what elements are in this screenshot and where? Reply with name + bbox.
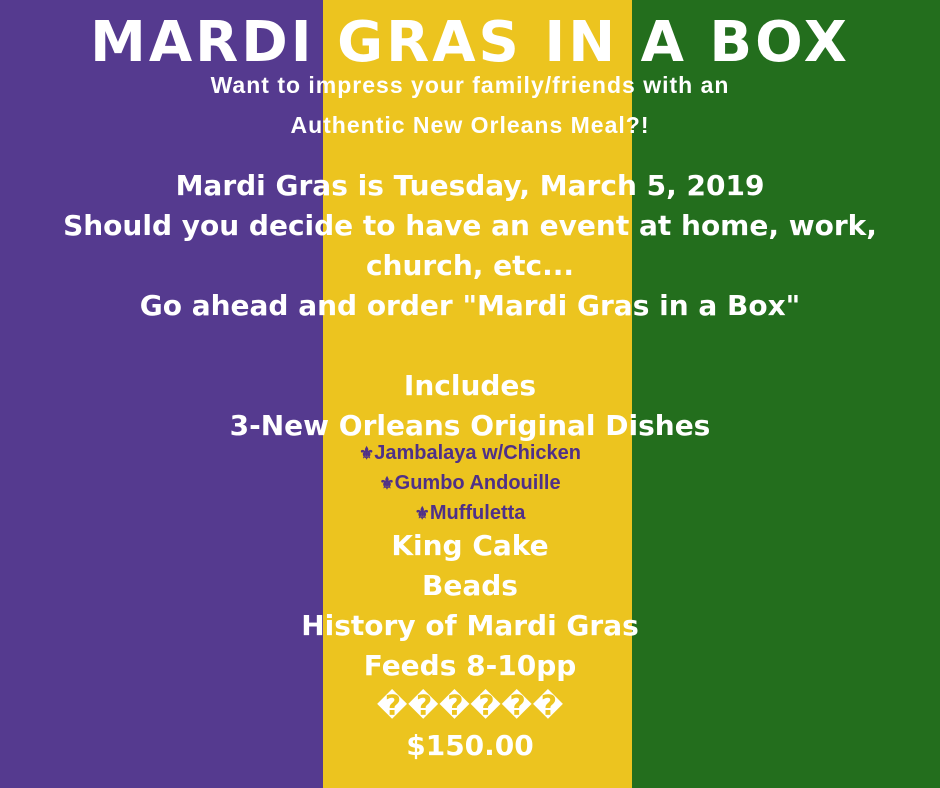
fleur-de-lis-icon: ⚜ [414, 504, 430, 523]
subtitle-line-1: Want to impress your family/friends with an [210, 72, 730, 98]
garbled-emoji-line: ������ [376, 689, 564, 722]
extra-king-cake: King Cake [391, 529, 549, 562]
fleur-de-lis-icon: ⚜ [379, 474, 395, 493]
dish-label: Muffuletta [429, 502, 526, 524]
price: $150.00 [406, 729, 534, 762]
flyer-title: MARDI GRAS IN A BOX [90, 10, 850, 75]
extra-beads: Beads [422, 569, 518, 602]
dish-label: Gumbo Andouille [394, 472, 561, 494]
fleur-de-lis-icon: ⚜ [358, 444, 375, 463]
event-line-2: church, etc... [365, 249, 575, 282]
subtitle-line-2: Authentic New Orleans Meal?! [290, 112, 650, 138]
extra-feeds: Feeds 8-10pp [363, 649, 577, 682]
event-line-1: Should you decide to have an event at home, work, [63, 209, 877, 242]
date-line: Mardi Gras is Tuesday, March 5, 2019 [175, 169, 765, 202]
dish-item-jambalaya [0, 438, 940, 469]
order-line: Go ahead and order "Mardi Gras in a Box" [139, 289, 801, 322]
dish-item-gumbo [0, 468, 940, 499]
dish-item-muffuletta [0, 498, 940, 529]
dish-label: Jambalaya w/Chicken [374, 442, 582, 464]
dishes-heading: 3-New Orleans Original Dishes [229, 409, 711, 442]
extra-history: History of Mardi Gras [301, 609, 639, 642]
includes-heading: Includes [403, 369, 537, 402]
